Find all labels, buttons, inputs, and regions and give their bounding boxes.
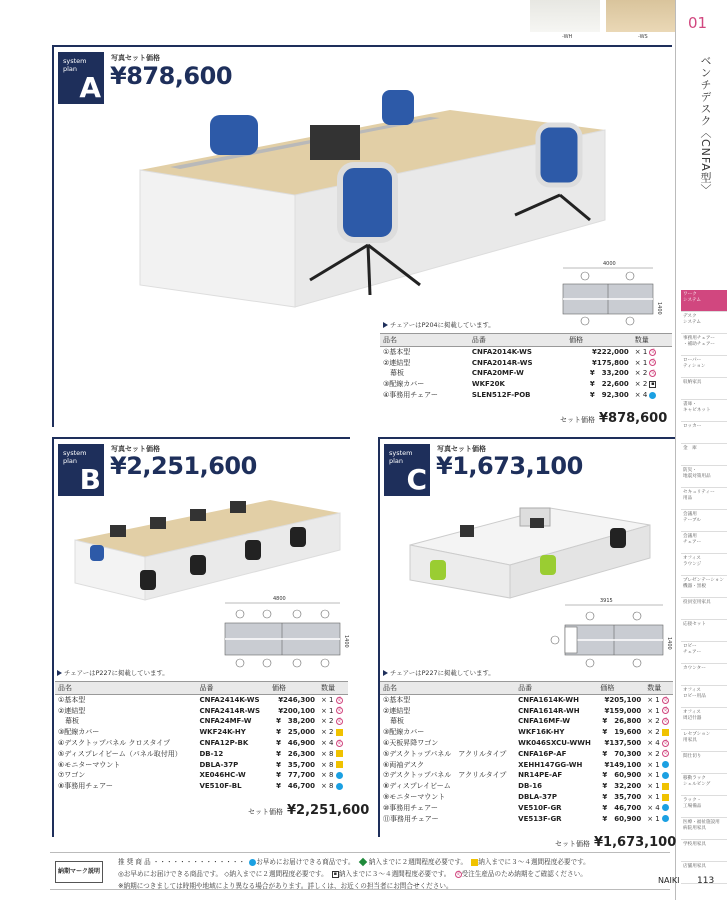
dim-depth: 1400 <box>666 637 672 650</box>
qty-value: × 4 <box>647 739 660 748</box>
plan-a-parts-table <box>380 333 672 400</box>
dim-depth: 1400 <box>343 635 349 648</box>
item-price: ¥ 25,000 <box>276 728 315 737</box>
delivery-mark-icon: 受 <box>662 750 668 757</box>
delivery-mark-icon <box>336 729 343 736</box>
legend-recommended: 推 奨 商 品 ・・・・・・・・・・・・・・ <box>118 858 246 866</box>
total-label: セット価格 <box>248 808 283 816</box>
item-qty <box>644 738 673 749</box>
delivery-mark-icon: 受 <box>336 739 342 746</box>
delivery-mark-icon <box>336 772 343 779</box>
table-row <box>55 727 348 738</box>
item-code: WK046SXCU-WWH <box>518 739 591 748</box>
item-price: ¥ 46,900 <box>276 739 315 748</box>
item-qty <box>318 738 348 749</box>
table-row <box>380 379 672 390</box>
brand-name: NAIKI <box>658 876 680 885</box>
item-code: XEHH147GG-WH <box>518 760 583 769</box>
plan-a-chair-note: チェアーはP204に掲載しています。 <box>383 320 495 329</box>
item-qty <box>632 379 672 390</box>
item-code: CNFA16P-AF <box>518 749 567 758</box>
delivery-mark-icon: 受 <box>336 717 342 724</box>
item-code: CNFA2014R-WS <box>471 358 533 367</box>
item-name: ⑪事務用チェアー <box>383 814 439 823</box>
item-name: ②連結型 <box>58 706 86 715</box>
plan-b-photo <box>70 495 345 605</box>
item-name: ⑥モニターマウント <box>58 760 121 769</box>
item-qty <box>644 813 673 824</box>
item-price: ¥ 60,900 <box>602 814 642 823</box>
item-code: DBLA-37P <box>518 793 557 802</box>
square-mark-icon: ▪ <box>333 870 338 877</box>
item-price: ¥200,100 <box>278 706 315 715</box>
legend-text: 納入までに３〜４週間程度必要です。 <box>338 870 451 878</box>
item-name: 幕板 <box>383 369 404 378</box>
plan-letter: C <box>406 463 427 496</box>
item-name: ③配線カバー <box>58 728 100 737</box>
qty-value: × 2 <box>320 728 334 737</box>
legend-text: 納入までに２週間程度必要です。 <box>229 870 328 878</box>
plan-c-badge <box>384 444 430 496</box>
item-price: ¥222,000 <box>591 348 629 357</box>
index-tab[interactable]: 事務用チェアー ・補助チェアー <box>681 334 727 356</box>
delivery-mark-icon: ▪ <box>651 380 655 387</box>
table-row <box>380 748 673 759</box>
item-name: ④デスクトップパネル クロスタイプ <box>58 739 171 748</box>
total-label: セット価格 <box>555 840 590 848</box>
item-code: WKF20K <box>471 380 505 389</box>
qty-value: × 2 <box>634 380 648 389</box>
table-row <box>55 781 348 792</box>
index-tab[interactable]: ラック・ 工場備品 <box>681 796 727 818</box>
table-row <box>55 738 348 749</box>
item-price: ¥ 70,300 <box>602 749 642 758</box>
qty-value: × 2 <box>320 717 334 726</box>
qty-value: × 8 <box>320 760 334 769</box>
item-price: ¥205,100 <box>604 696 642 705</box>
index-tab[interactable]: ロッカー <box>681 422 727 444</box>
table-row <box>55 759 348 770</box>
index-tab[interactable]: 金 庫 <box>681 444 727 466</box>
item-name: ⑤デスクトップパネル アクリルタイプ <box>383 749 507 758</box>
item-name: ④天板昇降ワゴン <box>383 739 439 748</box>
qty-value: × 1 <box>647 760 660 769</box>
col-code: 品番 <box>515 682 597 695</box>
item-code: CNFA12P-BK <box>199 739 249 748</box>
swatch-wood-label: -WS <box>638 34 648 40</box>
table-row <box>380 705 673 716</box>
delivery-mark-icon <box>336 750 343 757</box>
item-qty <box>644 792 673 803</box>
total-value: ¥2,251,600 <box>287 803 370 818</box>
item-name: ②連結型 <box>383 358 411 367</box>
table-row <box>380 357 672 368</box>
index-tab[interactable]: 収納家具 <box>681 378 727 400</box>
item-qty <box>644 748 673 759</box>
qty-value: × 1 <box>647 696 660 705</box>
page-number: 113 <box>697 876 715 886</box>
item-code: WKF16K-HY <box>518 728 565 737</box>
table-row <box>380 738 673 749</box>
swatch-wood <box>606 0 675 32</box>
plan-b-price: ¥2,251,600 <box>110 452 257 480</box>
qty-value: × 4 <box>647 803 660 812</box>
item-price: ¥ 22,600 <box>589 380 629 389</box>
plan-c-price: ¥1,673,100 <box>436 452 583 480</box>
col-price: 価格 <box>566 334 632 347</box>
col-qty: 数量 <box>318 682 348 695</box>
side-divider <box>675 0 676 900</box>
table-row <box>380 368 672 379</box>
delivery-mark-icon: 受 <box>650 359 656 366</box>
col-qty: 数量 <box>632 334 672 347</box>
delivery-mark-icon: 受 <box>650 369 656 376</box>
delivery-mark-icon <box>336 783 343 790</box>
set-price-label: 写真セット価格 <box>111 445 160 453</box>
qty-value: × 1 <box>634 348 648 357</box>
item-qty <box>644 727 673 738</box>
item-name: 幕板 <box>383 717 404 726</box>
index-tab[interactable]: 書庫・ キャビネット <box>681 400 727 422</box>
item-code: CNFA2014K-WS <box>471 348 532 357</box>
qty-value: × 1 <box>320 706 334 715</box>
qty-value: × 1 <box>647 793 660 802</box>
qty-value: × 2 <box>647 749 660 758</box>
item-qty <box>318 727 348 738</box>
item-qty <box>318 781 348 792</box>
total-value: ¥1,673,100 <box>594 835 677 850</box>
item-price: ¥ 38,200 <box>276 717 315 726</box>
total-value: ¥878,600 <box>599 411 668 426</box>
col-code: 品番 <box>469 334 566 347</box>
legend-text: 納入までに３〜４週間程度必要です。 <box>478 858 590 866</box>
item-name: ⑨モニターマウント <box>383 793 446 802</box>
item-price: ¥137,500 <box>604 739 642 748</box>
plan-c-parts-table <box>380 681 673 824</box>
index-tab[interactable]: ローパー ティション <box>681 356 727 378</box>
plan-c-chair-note: チェアーはP227に掲載しています。 <box>383 668 495 677</box>
index-tab[interactable]: セキュリティー 用品 <box>681 488 727 510</box>
item-price: ¥ 19,600 <box>602 728 642 737</box>
index-tab[interactable]: ロビー チェアー <box>681 642 727 664</box>
plan-b-badge <box>58 444 104 496</box>
dim-width: 3915 <box>600 598 613 604</box>
delivery-mark-icon: 受 <box>336 707 342 714</box>
item-price: ¥ 35,700 <box>602 793 642 802</box>
item-name: ①基本型 <box>383 696 411 705</box>
item-price: ¥ 46,700 <box>602 803 642 812</box>
qty-value: × 2 <box>647 728 660 737</box>
plan-c-floor-plan <box>545 597 673 672</box>
plan-a-badge <box>58 52 104 104</box>
diamond-mark-icon <box>358 858 366 866</box>
item-name: ③配線カバー <box>383 380 425 389</box>
item-price: ¥ 60,900 <box>602 771 642 780</box>
legend-text: お早めにお届けできる商品です。 <box>256 858 355 866</box>
item-name: ⑧ディスプレイビーム <box>383 782 451 791</box>
delivery-mark-icon: 受 <box>662 739 668 746</box>
item-qty <box>644 770 673 781</box>
qty-value: × 1 <box>647 771 660 780</box>
item-code: CNFA1614R-WH <box>518 706 580 715</box>
index-tab[interactable]: 医療・福祉施設用 病院用家具 <box>681 818 727 840</box>
side-index <box>681 290 727 884</box>
table-row <box>55 716 348 727</box>
plan-b-chair-note: チェアーはP227に掲載しています。 <box>57 668 169 677</box>
qty-value: × 4 <box>320 739 334 748</box>
index-tab[interactable]: カウンター <box>681 664 727 686</box>
item-price: ¥ 32,200 <box>602 782 642 791</box>
vertical-title: ベンチデスク〈CNFA型〉 <box>699 55 712 196</box>
item-code: VE513F-GR <box>518 814 562 823</box>
col-price: 価格 <box>597 682 644 695</box>
item-qty <box>318 705 348 716</box>
table-row <box>55 705 348 716</box>
qty-value: × 1 <box>647 706 660 715</box>
index-tab[interactable]: 応接セット <box>681 620 727 642</box>
item-code: CNFA24MF-W <box>199 717 252 726</box>
item-name: ④事務用チェアー <box>383 391 438 400</box>
qty-value: × 1 <box>647 814 660 823</box>
plan-b-total <box>248 803 369 818</box>
plan-a-price: ¥878,600 <box>110 62 233 90</box>
legend-title: 納期マーク説明 <box>55 861 103 883</box>
total-label: セット価格 <box>560 416 595 424</box>
delivery-legend <box>50 852 670 890</box>
item-code: NR14PE-AF <box>518 771 563 780</box>
set-price-label: 写真セット価格 <box>437 445 486 453</box>
table-row <box>55 770 348 781</box>
delivery-mark-icon: 受 <box>662 696 668 703</box>
index-tab[interactable]: 防災・ 地震対策用品 <box>681 466 727 488</box>
item-qty <box>318 770 348 781</box>
qty-value: × 8 <box>320 782 334 791</box>
item-name: ⑥両袖デスク <box>383 760 424 769</box>
item-price: ¥ 77,700 <box>276 771 315 780</box>
index-tab[interactable]: オフィス ロビー用品 <box>681 686 727 708</box>
plan-letter: A <box>79 71 101 104</box>
col-code: 品番 <box>196 682 269 695</box>
table-row <box>380 759 673 770</box>
index-tab[interactable]: オフィス ラウンジ <box>681 554 727 576</box>
delivery-mark-icon <box>662 794 669 801</box>
legend-text: 納入までに２週間程度必要です。 <box>368 858 468 866</box>
item-name: ⑧事務用チェアー <box>58 782 113 791</box>
col-name: 品名 <box>55 682 196 695</box>
index-tab[interactable]: レセプション 用家具 <box>681 730 727 752</box>
system-plan-label: system plan <box>63 449 87 465</box>
item-price: ¥ 26,300 <box>276 749 315 758</box>
delivery-mark-icon <box>662 804 669 811</box>
plan-a-total <box>560 411 667 426</box>
item-qty <box>318 748 348 759</box>
col-name: 品名 <box>380 682 515 695</box>
item-price: ¥246,300 <box>278 696 315 705</box>
item-price: ¥ 46,700 <box>276 782 315 791</box>
item-price: ¥ 92,300 <box>589 391 629 400</box>
item-code: CNFA2414R-WS <box>199 706 261 715</box>
index-tab[interactable]: デスク システム <box>681 312 727 334</box>
system-plan-label: system plan <box>63 57 87 73</box>
table-row <box>380 347 672 358</box>
delivery-mark-icon: 受 <box>662 707 668 714</box>
item-qty <box>644 705 673 716</box>
col-qty: 数量 <box>644 682 673 695</box>
item-qty <box>644 695 673 706</box>
item-qty <box>644 759 673 770</box>
qty-value: × 2 <box>647 717 660 726</box>
item-name: ①基本型 <box>58 696 86 705</box>
delivery-mark-icon: 受 <box>336 696 342 703</box>
item-code: DBLA-37P <box>199 760 239 769</box>
table-row <box>380 695 673 706</box>
plan-b-parts-table <box>55 681 348 792</box>
legend-text: 受注生産品のため納期をご確認ください。 <box>461 870 587 878</box>
item-qty <box>318 759 348 770</box>
delivery-mark-icon <box>649 392 656 399</box>
item-code: CNFA20MF-W <box>471 369 524 378</box>
table-row <box>55 695 348 706</box>
item-qty <box>632 390 672 401</box>
item-qty <box>318 716 348 727</box>
item-code: VE510F-GR <box>518 803 562 812</box>
legend-line-1 <box>118 856 590 866</box>
item-code: CNFA2414K-WS <box>199 696 260 705</box>
swatch-white <box>530 0 600 32</box>
index-tab[interactable]: 役員室用家具 <box>681 598 727 620</box>
plan-a-floor-plan <box>555 260 667 326</box>
table-row <box>380 770 673 781</box>
col-price: 価格 <box>269 682 318 695</box>
item-code: DB-12 <box>199 749 224 758</box>
system-plan-label: system plan <box>389 449 413 465</box>
item-code: VE510F-BL <box>199 782 242 791</box>
item-qty <box>644 802 673 813</box>
delivery-mark-icon: 受 <box>662 717 668 724</box>
plan-a-photo <box>120 85 620 310</box>
index-tab[interactable]: オフィス 周辺什器 <box>681 708 727 730</box>
qty-value: × 4 <box>634 391 648 400</box>
item-price: ¥149,100 <box>604 760 642 769</box>
table-row <box>380 813 673 824</box>
delivery-mark-icon: 受 <box>650 348 656 355</box>
qty-value: × 8 <box>320 749 334 758</box>
item-name: ⑩事務用チェアー <box>383 803 438 812</box>
item-code: XE046HC-W <box>199 771 246 780</box>
item-code: SLEN512F-POB <box>471 391 531 400</box>
legend-line-2: ◎お早めにお届けできる商品です。 ◇納入までに２週間程度必要です。 ▪ 納入までに３〜４週間程度必要です。 受受注生産品のため納期をご確認ください。 <box>118 870 587 878</box>
table-row <box>380 781 673 792</box>
item-price: ¥175,800 <box>591 358 629 367</box>
item-price: ¥ 35,700 <box>276 760 315 769</box>
item-code: CNFA16MF-W <box>518 717 571 726</box>
delivery-mark-icon <box>336 761 343 768</box>
index-tab[interactable]: ワーク システム <box>681 290 727 312</box>
legend-line-3: ※納期につきましては時期や地域により異なる場合があります。詳しくは、お近くの担当者にお問合せください。 <box>118 882 453 890</box>
plan-c-photo <box>400 500 668 600</box>
item-name: 幕板 <box>58 717 79 726</box>
index-tab[interactable]: 移動ラック シェルビング <box>681 774 727 796</box>
qty-value: × 1 <box>634 358 648 367</box>
item-name: ③配線カバー <box>383 728 425 737</box>
index-tab[interactable]: 会議用 テーブル <box>681 510 727 532</box>
item-price: ¥ 33,200 <box>589 369 629 378</box>
plan-c-total <box>555 835 676 850</box>
qty-value: × 1 <box>320 696 334 705</box>
delivery-mark-icon <box>662 729 669 736</box>
index-tab[interactable]: プレゼンテーション 機器・黒板 <box>681 576 727 598</box>
item-name: ⑦デスクトップパネル アクリルタイプ <box>383 771 507 780</box>
qty-value: × 1 <box>647 782 660 791</box>
item-name: ②連結型 <box>383 706 411 715</box>
item-qty <box>318 695 348 706</box>
delivery-mark-icon <box>662 772 669 779</box>
legend-text: お早めにお届けできる商品です。 <box>123 870 223 878</box>
table-row <box>55 748 348 759</box>
col-name: 品名 <box>380 334 469 347</box>
index-tab[interactable]: 会議用 チェアー <box>681 532 727 554</box>
index-tab[interactable]: 間仕切り <box>681 752 727 774</box>
item-price: ¥ 26,800 <box>602 717 642 726</box>
chapter-number: 01 <box>688 14 708 32</box>
table-row <box>380 716 673 727</box>
qty-value: × 8 <box>320 771 334 780</box>
dim-depth: 1400 <box>656 302 662 315</box>
delivery-mark-icon <box>662 815 669 822</box>
table-row <box>380 727 673 738</box>
delivery-mark-icon <box>662 761 669 768</box>
item-qty <box>632 368 672 379</box>
swatch-white-label: -WH <box>562 34 573 40</box>
item-code: DB-16 <box>518 782 542 791</box>
plan-letter: B <box>79 463 101 496</box>
item-code: WKF24K-HY <box>199 728 246 737</box>
item-qty <box>632 347 672 358</box>
item-name: ①基本型 <box>383 348 411 357</box>
item-price: ¥159,000 <box>604 706 642 715</box>
dim-width: 4000 <box>603 261 616 267</box>
item-name: ⑤ディスプレイビーム（パネル取付用） <box>58 749 182 758</box>
dim-width: 4800 <box>273 596 286 602</box>
item-qty <box>644 716 673 727</box>
index-tab[interactable]: 店舗用家具 <box>681 862 727 884</box>
item-code: CNFA1614K-WH <box>518 696 580 705</box>
plan-b-floor-plan <box>215 595 350 670</box>
color-swatches <box>530 0 675 40</box>
order-mark-icon: 受 <box>455 870 461 877</box>
qty-value: × 2 <box>634 369 648 378</box>
table-row <box>380 792 673 803</box>
item-qty <box>644 781 673 792</box>
table-row <box>380 802 673 813</box>
table-row <box>380 390 672 401</box>
index-tab[interactable]: 学校用家具 <box>681 840 727 862</box>
item-qty <box>632 357 672 368</box>
set-price-label: 写真セット価格 <box>111 54 160 62</box>
item-name: ⑦ワゴン <box>58 771 86 780</box>
delivery-mark-icon <box>662 783 669 790</box>
